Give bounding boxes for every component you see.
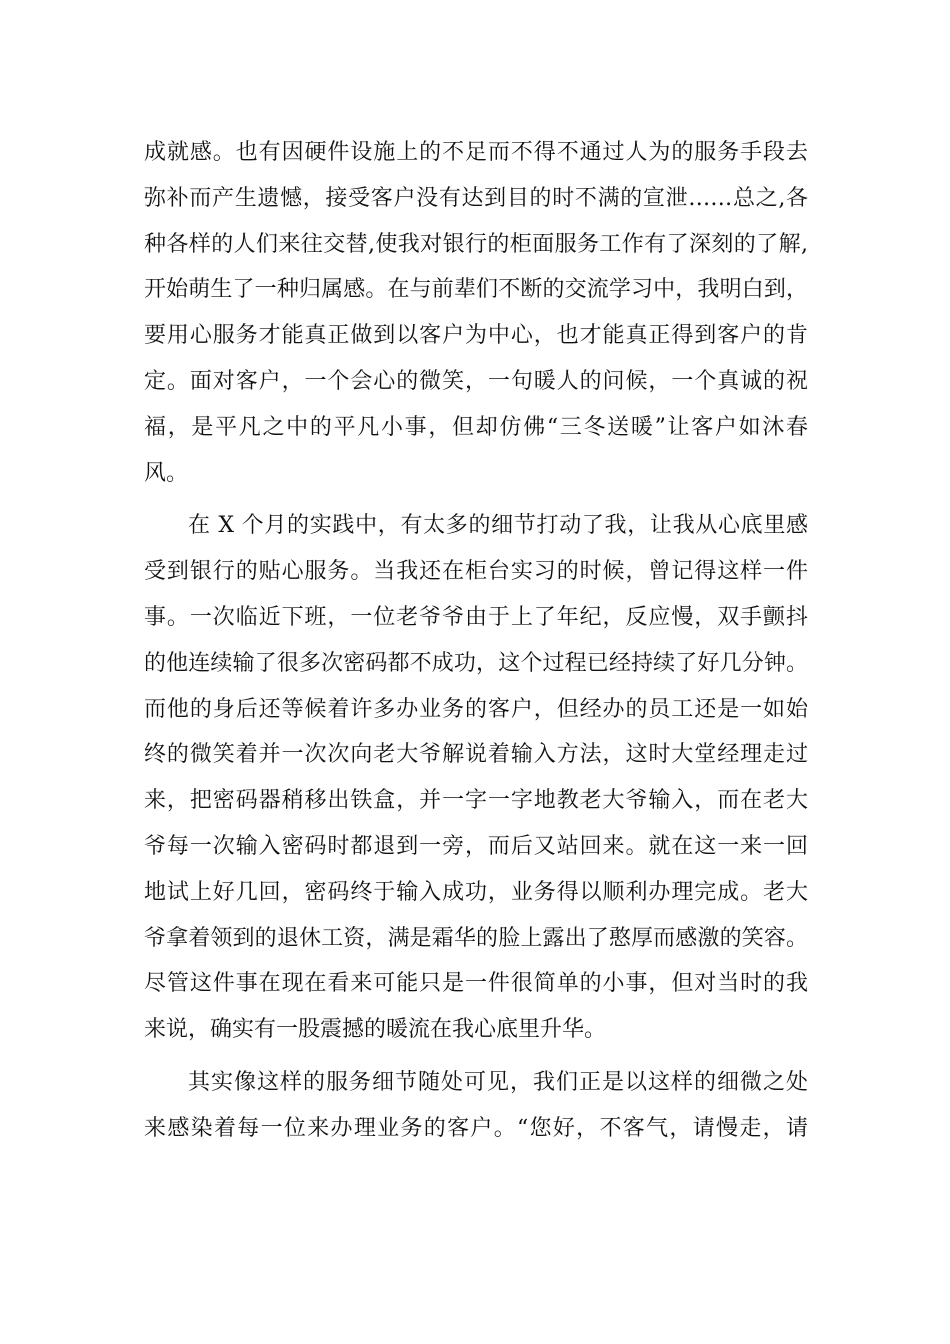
text-line: 种各样的人们来往交替,使我对银行的柜面服务工作有了深刻的了解, [144, 231, 808, 257]
text-line: 而他的身后还等候着许多办业务的客户，但经办的员工还是一如始 [144, 696, 808, 722]
text-line: 风。 [144, 460, 189, 486]
text-line: 的他连续输了很多次密码都不成功，这个过程已经持续了好几分钟。 [144, 650, 808, 676]
text-line: 弥补而产生遗憾，接受客户没有达到目的时不满的宣泄……总之,各 [144, 185, 808, 211]
text-line: 来，把密码器稍移出铁盒，并一字一字地教老大爷输入，而在老大 [144, 788, 808, 814]
text-line: 在 X 个月的实践中，有太多的细节打动了我，让我从心底里感 [188, 513, 808, 539]
text-line: 成就感。也有因硬件设施上的不足而不得不通过人为的服务手段去 [144, 140, 808, 165]
text-line: 福，是平凡之中的平凡小事，但却仿佛“三冬送暖”让客户如沐春 [144, 414, 808, 440]
text-line: 终的微笑着并一次次向老大爷解说着输入方法，这时大堂经理走过 [144, 742, 808, 768]
text-line: 开始萌生了一种归属感。在与前辈们不断的交流学习中，我明白到， [144, 277, 808, 303]
paragraph-gap [144, 1053, 808, 1060]
document-body [144, 130, 808, 1152]
text-line: 事。一次临近下班，一位老爷爷由于上了年纪，反应慢，双手颤抖 [144, 604, 808, 630]
text-line: 定。面对客户，一个会心的微笑，一句暖人的问候，一个真诚的祝 [144, 368, 808, 394]
text-line: 尽管这件事在现在看来可能只是一件很简单的小事，但对当时的我 [144, 971, 808, 997]
text-line: 来说，确实有一股震撼的暖流在我心底里升华。 [144, 1017, 607, 1043]
text-line: 爷拿着领到的退休工资，满是霜华的脸上露出了憨厚而感激的笑容。 [144, 925, 808, 951]
text-line: 受到银行的贴心服务。当我还在柜台实习的时候，曾记得这样一件 [144, 559, 808, 585]
text-line: 来感染着每一位来办理业务的客户。“您好，不客气，请慢走，请 [144, 1115, 808, 1141]
paragraph-2 [144, 503, 808, 1053]
text-line: 其实像这样的服务细节随处可见，我们正是以这样的细微之处 [188, 1069, 808, 1095]
paragraph-1 [144, 130, 808, 496]
paragraph-gap [144, 496, 808, 503]
text-line: 要用心服务才能真正做到以客户为中心，也才能真正得到客户的肯 [144, 323, 808, 349]
paragraph-3 [144, 1060, 808, 1152]
text-line: 地试上好几回，密码终于输入成功，业务得以顺利办理完成。老大 [144, 879, 808, 905]
text-line: 爷每一次输入密码时都退到一旁，而后又站回来。就在这一来一回 [144, 833, 808, 859]
